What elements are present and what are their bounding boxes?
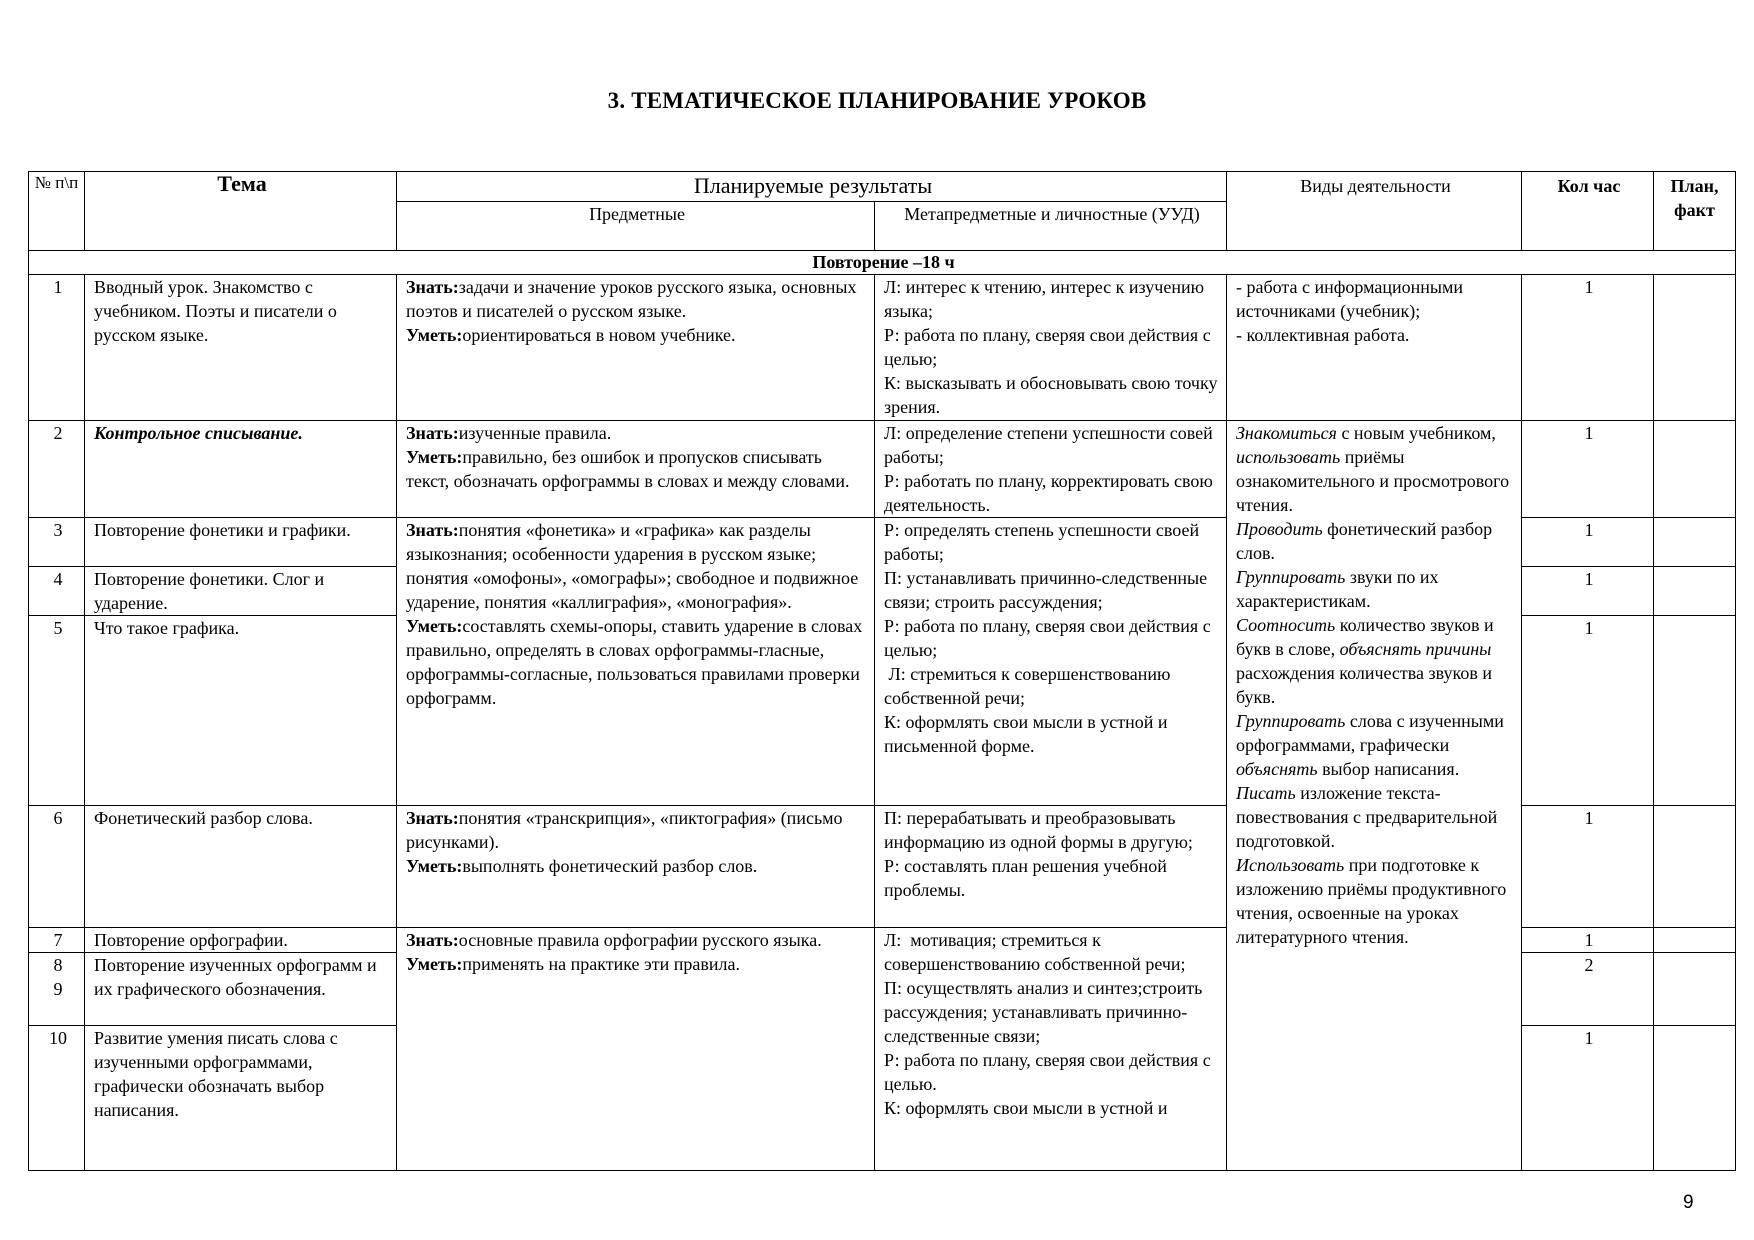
row-meta-results: Р: определять степень успешности своей работы; П: устанавливать причинно-следственные связи; строить рассуждения; Р: работа по плану, сверяя свои действия с целью; Л: стремиться к совершенствованию собственной речи; К: оформлять свои мысли в устной и письменной форме. xyxy=(875,518,1227,806)
table-row xyxy=(29,275,1736,421)
row-number: 3 xyxy=(29,518,85,567)
header-num: № п\п xyxy=(29,172,85,251)
header-subject: Предметные xyxy=(397,202,875,251)
row-activities: - работа с информационными источниками (учебник); - коллективная работа. xyxy=(1227,275,1522,421)
row-plan-fact xyxy=(1654,616,1736,806)
row-hours: 1 xyxy=(1522,616,1654,806)
page-number: 9 xyxy=(1683,1192,1694,1213)
row-subject-results: Знать:понятия «транскрипция», «пиктография» (письмо рисунками). Уметь:выполнять фонетический разбор слов. xyxy=(397,806,875,928)
row-plan-fact xyxy=(1654,275,1736,421)
lesson-plan-table xyxy=(28,171,1736,1171)
row-hours: 1 xyxy=(1522,275,1654,421)
section-heading: Повторение –18 ч xyxy=(29,251,1736,275)
row-topic: Развитие умения писать слова с изученными орфограммами, графически обозначать выбор написания. xyxy=(85,1026,397,1171)
row-topic: Повторение фонетики и графики. xyxy=(85,518,397,567)
header-hours: Кол час xyxy=(1522,172,1654,251)
activities-cell: Знакомиться с новым учебником, использовать приёмы ознакомительного и просмотрового чтения. Проводить фонетический разбор слов. Группировать звуки по их характеристикам. Соотносить количество звуков и букв в слове, объяснять причины расхождения количества звуков и букв. Группировать слова с изученными орфограммами, графически объяснять выбор написания. Писать изложение текста-повествования с предварительной подготовкой. Использовать при подготовке к изложению приёмы продуктивного чтения, освоенные на уроках литературного чтения. xyxy=(1227,421,1522,1171)
row-number: 1 xyxy=(29,275,85,421)
header-activities: Виды деятельности xyxy=(1227,172,1522,251)
row-meta-results: Л: мотивация; стремиться к совершенствованию собственной речи; П: осуществлять анализ и синтез;строить рассуждения; устанавливать причинно-следственные связи; Р: работа по плану, сверяя свои действия с целью. К: оформлять свои мысли в устной и xyxy=(875,928,1227,1171)
row-hours: 1 xyxy=(1522,518,1654,567)
table-row xyxy=(29,421,1736,518)
row-topic: Повторение фонетики. Слог и ударение. xyxy=(85,567,397,616)
row-plan-fact xyxy=(1654,421,1736,518)
row-hours: 1 xyxy=(1522,928,1654,953)
row-plan-fact xyxy=(1654,1026,1736,1171)
row-hours: 1 xyxy=(1522,1026,1654,1171)
row-hours: 1 xyxy=(1522,567,1654,616)
row-meta-results: П: перерабатывать и преобразовывать информацию из одной формы в другую; Р: составлять план решения учебной проблемы. xyxy=(875,806,1227,928)
row-number: 2 xyxy=(29,421,85,518)
row-topic: Повторение орфографии. xyxy=(85,928,397,953)
row-number: 6 xyxy=(29,806,85,928)
header-plan-fact: План, факт xyxy=(1654,172,1736,251)
row-hours: 2 xyxy=(1522,953,1654,1026)
row-subject-results: Знать:изученные правила. Уметь:правильно, без ошибок и пропусков списывать текст, обозначать орфограммы в словах и между словами. xyxy=(397,421,875,518)
row-subject-results: Знать:основные правила орфографии русского языка. Уметь:применять на практике эти правила. xyxy=(397,928,875,1171)
row-number: 10 xyxy=(29,1026,85,1171)
row-plan-fact xyxy=(1654,518,1736,567)
row-subject-results: Знать:понятия «фонетика» и «графика» как разделы языкознания; особенности ударения в русском языке; понятия «омофоны», «омографы»; свободное и подвижное ударение, понятия «каллиграфия», «монография». Уметь:составлять схемы-опоры, ставить ударение в словах правильно, определять в словах орфограммы-гласные, орфограммы-согласные, пользоваться правилами проверки орфограмм. xyxy=(397,518,875,806)
row-topic: Вводный урок. Знакомство с учебником. Поэты и писатели о русском языке. xyxy=(85,275,397,421)
row-meta-results: Л: интерес к чтению, интерес к изучению языка; Р: работа по плану, сверяя свои действия с целью; К: высказывать и обосновывать свою точку зрения. xyxy=(875,275,1227,421)
header-topic: Тема xyxy=(85,172,397,251)
row-plan-fact xyxy=(1654,953,1736,1026)
row-subject-results: Знать:задачи и значение уроков русского языка, основных поэтов и писателей о русском языке. Уметь:ориентироваться в новом учебнике. xyxy=(397,275,875,421)
row-topic: Повторение изученных орфограмм и их графического обозначения. xyxy=(85,953,397,1026)
row-number: 8 9 xyxy=(29,953,85,1026)
row-topic: Что такое графика. xyxy=(85,616,397,806)
row-number: 5 xyxy=(29,616,85,806)
page-title: 3. ТЕМАТИЧЕСКОЕ ПЛАНИРОВАНИЕ УРОКОВ xyxy=(607,88,1147,113)
row-topic: Фонетический разбор слова. xyxy=(85,806,397,928)
row-plan-fact xyxy=(1654,928,1736,953)
row-topic: Контрольное списывание. xyxy=(85,421,397,518)
row-meta-results: Л: определение степени успешности совей работы; Р: работать по плану, корректировать свою деятельность. xyxy=(875,421,1227,518)
row-plan-fact xyxy=(1654,806,1736,928)
header-planned-results: Планируемые результаты xyxy=(397,172,1227,202)
row-number: 4 xyxy=(29,567,85,616)
row-hours: 1 xyxy=(1522,421,1654,518)
header-meta: Метапредметные и личностные (УУД) xyxy=(875,202,1227,251)
row-number: 7 xyxy=(29,928,85,953)
row-plan-fact xyxy=(1654,567,1736,616)
row-hours: 1 xyxy=(1522,806,1654,928)
